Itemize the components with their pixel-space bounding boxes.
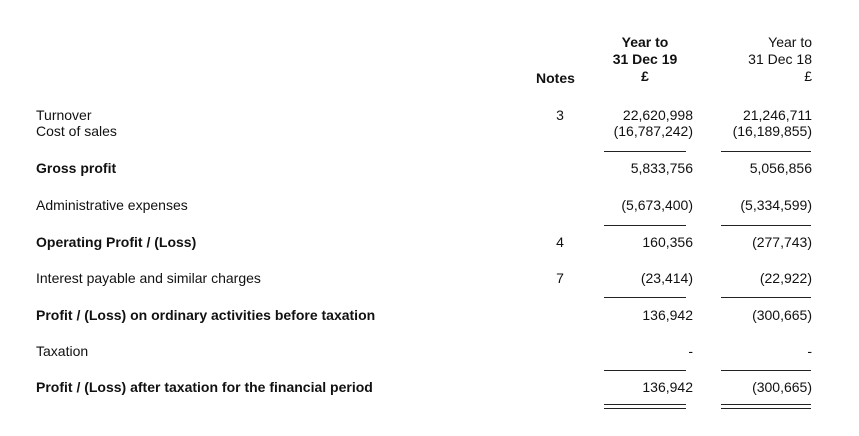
- row-label-administrative-expenses: Administrative expenses: [36, 197, 188, 213]
- row-value-2019-cost-of-sales: (16,787,242): [613, 123, 693, 139]
- row-value-2018-profit-after-taxation: (300,665): [752, 379, 812, 395]
- row-value-2019-profit-before-taxation: 136,942: [642, 307, 693, 323]
- total-double-rule-2018-top: [721, 404, 811, 405]
- col-2019-currency: £: [641, 68, 649, 84]
- row-note-turnover: 3: [556, 107, 564, 123]
- row-label-taxation: Taxation: [36, 343, 89, 359]
- row-value-2018-gross-profit: 5,056,856: [749, 160, 812, 176]
- col-2018-currency: £: [804, 68, 812, 84]
- row-value-2019-administrative-expenses: (5,673,400): [621, 197, 693, 213]
- row-value-2018-cost-of-sales: (16,189,855): [732, 123, 812, 139]
- row-value-2019-operating-profit: 160,356: [642, 234, 693, 250]
- row-label-operating-profit: Operating Profit / (Loss): [36, 234, 197, 250]
- row-label-profit-before-taxation: Profit / (Loss) on ordinary activities before taxation: [36, 307, 376, 323]
- subtotal-rule-2018: [721, 151, 811, 152]
- row-value-2019-interest-payable: (23,414): [640, 270, 693, 286]
- row-label-interest-payable: Interest payable and similar charges: [36, 270, 261, 286]
- row-label-gross-profit: Gross profit: [36, 160, 117, 176]
- notes-header: Notes: [536, 70, 575, 86]
- row-value-2019-gross-profit: 5,833,756: [630, 160, 693, 176]
- col-2018-header-line1: Year to: [768, 34, 812, 50]
- row-value-2018-interest-payable: (22,922): [759, 270, 812, 286]
- col-2019-header-line1: Year to: [621, 34, 669, 50]
- row-label-cost-of-sales: Cost of sales: [36, 123, 117, 139]
- row-label-turnover: Turnover: [36, 107, 92, 123]
- col-2018-header-line2: 31 Dec 18: [748, 51, 812, 67]
- row-value-2019-profit-after-taxation: 136,942: [642, 379, 693, 395]
- row-value-2018-profit-before-taxation: (300,665): [752, 307, 812, 323]
- row-note-operating-profit: 4: [556, 234, 564, 250]
- row-value-2019-taxation: -: [688, 343, 693, 359]
- row-value-2019-turnover: 22,620,998: [622, 107, 693, 123]
- aftertax-rule-2018: [721, 370, 811, 371]
- operating-rule-2019: [604, 225, 686, 226]
- col-2019-header-line2: 31 Dec 19: [612, 51, 678, 67]
- subtotal-rule-2019: [604, 151, 686, 152]
- row-note-interest-payable: 7: [556, 270, 564, 286]
- row-value-2018-operating-profit: (277,743): [752, 234, 812, 250]
- total-double-rule-2019-bottom: [604, 408, 686, 409]
- row-label-profit-after-taxation: Profit / (Loss) after taxation for the financial period: [36, 379, 373, 395]
- row-value-2018-taxation: -: [807, 343, 812, 359]
- total-double-rule-2018-bottom: [721, 408, 811, 409]
- total-double-rule-2019-top: [604, 404, 686, 405]
- row-value-2018-administrative-expenses: (5,334,599): [740, 197, 812, 213]
- pretax-rule-2018: [721, 297, 811, 298]
- aftertax-rule-2019: [604, 370, 686, 371]
- row-value-2018-turnover: 21,246,711: [742, 107, 812, 123]
- operating-rule-2018: [721, 225, 811, 226]
- pretax-rule-2019: [604, 297, 686, 298]
